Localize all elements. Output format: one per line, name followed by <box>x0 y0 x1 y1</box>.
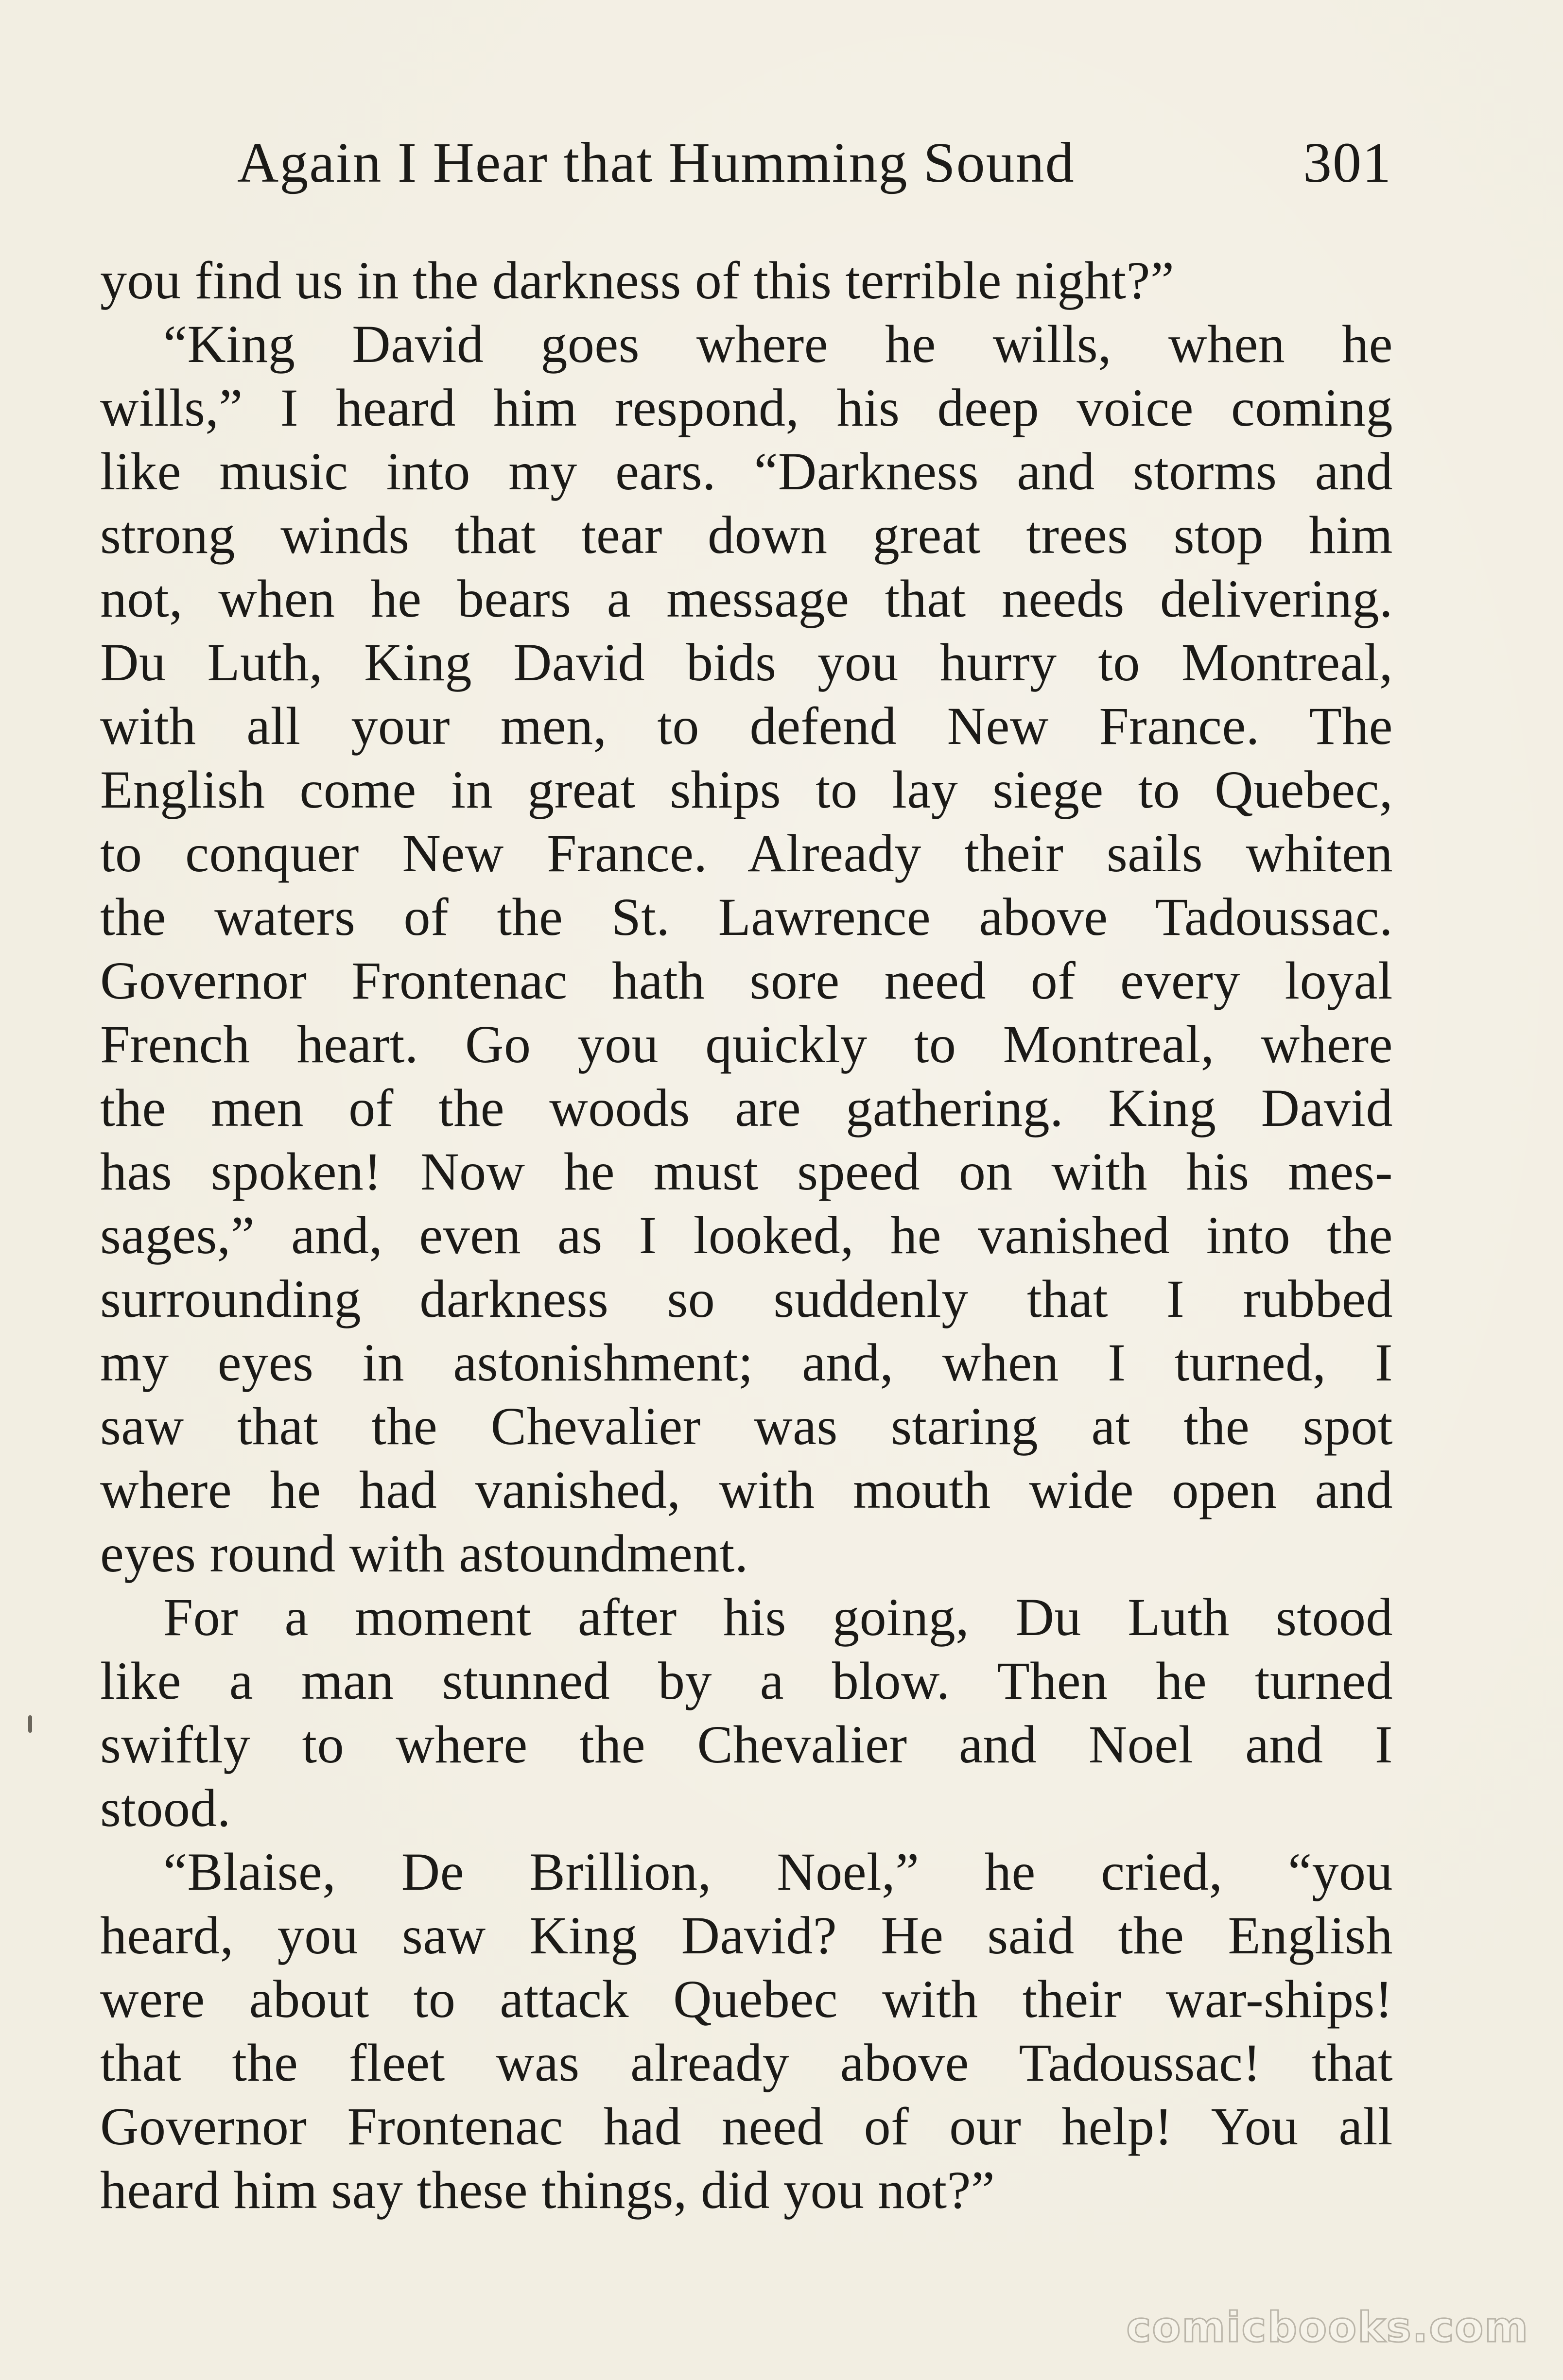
text-line: you find us in the darkness of this terrible night?” <box>100 251 1175 310</box>
text-line: swiftly to where the Chevalier and Noel and I <box>100 1715 1393 1774</box>
text-line: Du Luth, King David bids you hurry to Montreal, <box>100 633 1393 692</box>
body-text <box>100 249 1393 2222</box>
text-line: Governor Frontenac had need of our help! You all <box>100 2097 1393 2156</box>
text-line: sages,” and, even as I looked, he vanished into the <box>100 1206 1393 1265</box>
watermark: comicbooks.com <box>1126 2303 1529 2352</box>
text-line: strong winds that tear down great trees stop him <box>100 505 1393 565</box>
text-line: like a man stunned by a blow. Then he turned <box>100 1651 1393 1710</box>
running-title: Again I Hear that Humming Sound <box>237 131 1075 194</box>
text-line: French heart. Go you quickly to Montreal, where <box>100 1015 1393 1074</box>
text-line: that the fleet was already above Tadoussac! that <box>100 2033 1393 2092</box>
text-line: has spoken! Now he must speed on with his mes- <box>100 1142 1393 1201</box>
text-line: were about to attack Quebec with their war-ships! <box>100 1969 1393 2029</box>
text-line: “Blaise, De Brillion, Noel,” he cried, “you <box>163 1842 1393 1901</box>
page-number: 301 <box>1303 131 1392 194</box>
paper-speck <box>28 1715 32 1733</box>
running-head <box>237 126 1392 199</box>
text-line: heard him say these things, did you not?” <box>100 2160 995 2220</box>
text-line: the waters of the St. Lawrence above Tadoussac. <box>100 887 1393 947</box>
text-line: saw that the Chevalier was staring at the spot <box>100 1397 1393 1456</box>
text-line: surrounding darkness so suddenly that I rubbed <box>100 1269 1393 1328</box>
text-line: my eyes in astonishment; and, when I turned, I <box>100 1333 1393 1392</box>
text-line: heard, you saw King David? He said the English <box>100 1906 1393 1965</box>
text-line: Governor Frontenac hath sore need of every loyal <box>100 951 1393 1010</box>
text-line: like music into my ears. “Darkness and storms and <box>100 442 1393 501</box>
text-line: with all your men, to defend New France. The <box>100 696 1393 756</box>
text-line: For a moment after his going, Du Luth stood <box>163 1587 1393 1647</box>
text-line: English come in great ships to lay siege to Quebec, <box>100 760 1393 819</box>
text-line: stood. <box>100 1778 231 1838</box>
text-line: wills,” I heard him respond, his deep voice coming <box>100 378 1393 437</box>
text-line: to conquer New France. Already their sails whiten <box>100 824 1393 883</box>
text-line: eyes round with astoundment. <box>100 1524 748 1583</box>
text-line: “King David goes where he wills, when he <box>163 314 1393 374</box>
text-line: not, when he bears a message that needs delivering. <box>100 569 1393 628</box>
text-line: where he had vanished, with mouth wide open and <box>100 1460 1393 1519</box>
text-line: the men of the woods are gathering. King David <box>100 1078 1393 1138</box>
